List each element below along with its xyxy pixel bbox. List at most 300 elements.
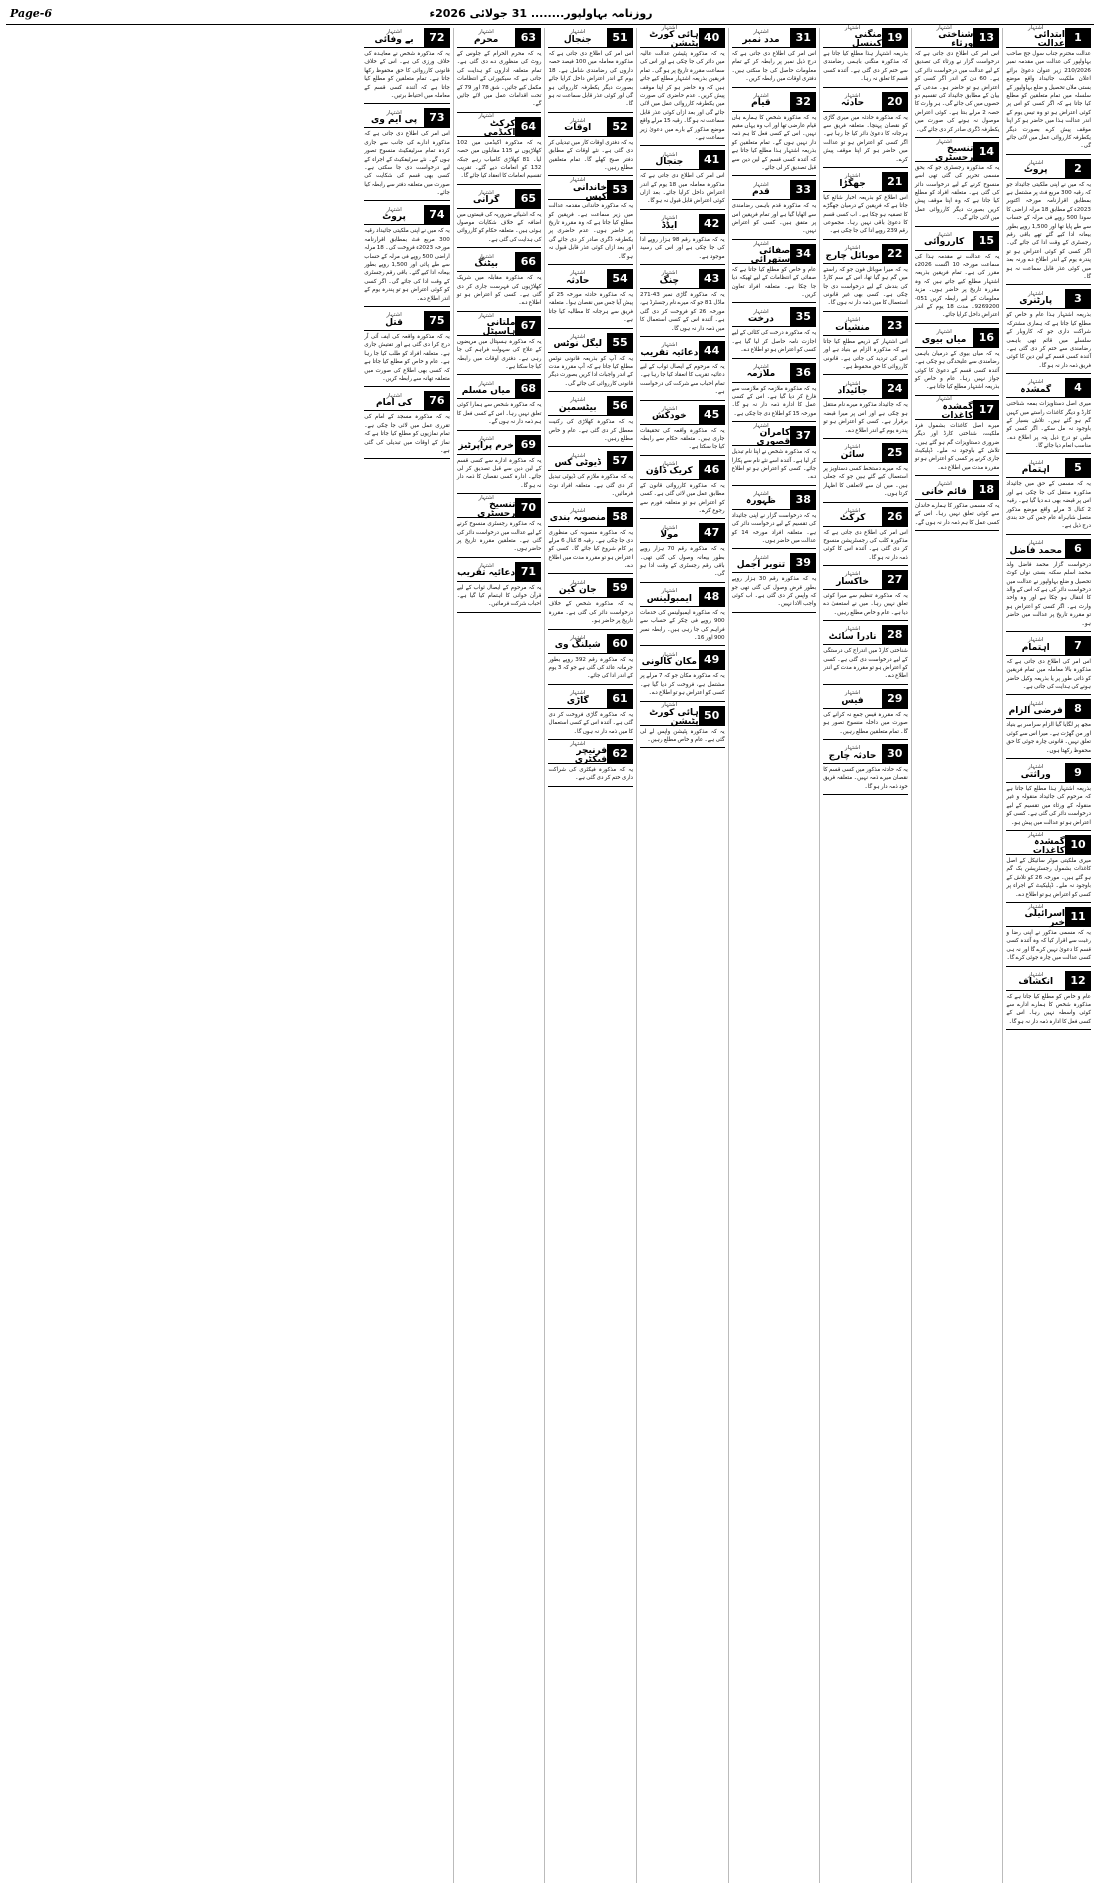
ad-entry <box>640 650 725 701</box>
ad-entry <box>1006 458 1091 534</box>
ad-separator <box>732 175 817 176</box>
ad-entry <box>1006 24 1091 155</box>
ad-entry-text: اس امر کی اطلاع دی جاتی ہے کہ درج ذیل نمبر پر رابطہ کر کے تمام معلومات حاصل کی جا سکتی ہیں۔ دفتری اوقات میں رابطہ کریں۔ <box>731 51 817 83</box>
ad-entry-header <box>457 494 542 520</box>
ad-entry-kind: اشتہار <box>936 231 952 238</box>
ad-entry-heading: خاکسار <box>836 576 869 587</box>
ad-entry-kind: اشتہار <box>661 460 678 467</box>
ad-entry-header <box>1006 539 1091 559</box>
ad-entry-number: 62 <box>607 744 633 763</box>
ad-entry-number: 47 <box>699 523 725 542</box>
ad-entry-header <box>364 391 450 411</box>
ad-entry-kind: اشتہار <box>753 490 769 497</box>
ad-entry-title-block <box>1006 763 1065 782</box>
ad-entry-title-block <box>1006 971 1065 990</box>
ad-entry-heading: خاندانی کیس <box>573 182 608 202</box>
ad-entry-number: 56 <box>607 396 633 415</box>
ad-entry <box>548 117 633 177</box>
ad-separator <box>915 226 1000 227</box>
ad-entry-text: یہ کہ محرم الحرام کے جلوس کے روٹ کی منظوری دے دی گئی ہے۔ تمام متعلقہ اداروں کو ہدایت کی جاتی ہے کہ سیکیورٹی کے انتظامات مکمل کیے جائیں۔ شق 78 اور 79 کے تحت اقدامات عمل میں لائے جائیں گے۔ <box>456 51 542 108</box>
ad-entry-title-block <box>640 269 699 288</box>
ad-entry-kind: اشتہار <box>478 253 494 260</box>
ad-entry-kind: اشتہار <box>661 524 678 531</box>
ad-entry-text: یہ کہ مذکورہ شخص سے ہمارا کوئی تعلق نہیں رہا۔ اس کے کسی فعل کا ہم ذمہ دار نہ ہوں گے۔ <box>456 402 542 426</box>
ad-entry-number: 12 <box>1065 971 1091 990</box>
ad-separator <box>1006 694 1091 695</box>
ad-entry-heading: دعائیہ تقریب <box>640 347 699 358</box>
ad-entry-title-block <box>457 562 516 581</box>
ad-entry-number: 52 <box>607 117 633 136</box>
ad-entry-title-block <box>548 396 607 415</box>
ad-entry-title-block <box>457 312 516 338</box>
ad-separator <box>640 209 725 210</box>
ad-entry-number: 76 <box>424 391 450 410</box>
ad-entry-header <box>548 507 633 527</box>
ad-entry <box>823 92 908 168</box>
ad-entry-text: یہ کہ مذکورہ رجسٹری جو کہ بحق مسمی تحریر کی گئی تھی اسے منسوخ کرنے کے لیے درخواست دائر کی گئی ہے۔ متعلقہ افراد کو مطلع کیا جاتا ہے کہ وہ اپنا موقف پیش کریں بصورت دیگر کارروائی عمل میں لائی جائے گی۔ <box>914 164 1000 222</box>
ad-separator <box>364 200 450 201</box>
ad-entry-header <box>640 269 725 289</box>
ad-separator <box>823 239 908 240</box>
ad-entry-number: 64 <box>515 117 541 136</box>
ad-entry-heading: صفائی ستھرائی <box>750 246 791 266</box>
ad-entry <box>548 28 633 113</box>
ad-separator <box>457 430 542 431</box>
ad-separator <box>732 421 817 422</box>
ad-entry-title-block <box>1006 289 1065 308</box>
ad-column <box>453 28 545 1883</box>
ad-entry-number: 17 <box>973 400 999 419</box>
ad-entry-text: یہ کہ مذکورہ خاندانی مقدمہ عدالت میں زیر سماعت ہے۔ فریقین کو مطلع کیا جاتا ہے کہ وہ مقررہ تاریخ پر حاضر ہوں۔ عدم حاضری پر یکطرفہ ڈگری صادر کر دی جائے گی اور بعد ازاں کوئی عذر قابل قبول نہ ہو گا۔ <box>548 203 634 260</box>
ad-entry-kind: اشتہار <box>753 554 769 561</box>
ad-separator <box>1006 631 1091 632</box>
ad-entry-number: 63 <box>515 28 541 47</box>
ad-entry-kind: اشتہار <box>478 380 494 387</box>
ad-entry-kind: اشتہار <box>844 745 861 752</box>
ad-entry-kind: اشتہار <box>386 206 402 213</box>
ad-entry-header <box>732 422 817 448</box>
ad-entry-heading: حادثہ <box>840 98 865 109</box>
ad-entry-header <box>915 138 1000 164</box>
ad-entry-title-block <box>732 307 791 326</box>
ad-entry-kind: اشتہار <box>478 562 494 569</box>
ad-separator <box>640 582 725 583</box>
ad-entry <box>548 689 633 740</box>
ad-separator <box>548 629 633 630</box>
ad-entry-number: 13 <box>973 28 999 47</box>
ad-column <box>728 28 820 1883</box>
ad-entry-kind: اشتہار <box>844 507 861 514</box>
ad-entry-title-block <box>732 28 791 47</box>
ad-separator <box>457 112 542 113</box>
ad-entry <box>823 244 908 312</box>
ad-entry-heading: محرم <box>474 34 499 45</box>
ad-separator <box>823 167 908 168</box>
ad-entry <box>640 150 725 210</box>
ad-entry-title-block <box>548 634 607 653</box>
ad-entry-kind: اشتہار <box>1028 540 1044 547</box>
ad-entry-number: 11 <box>1065 907 1091 926</box>
ad-entry <box>731 240 817 304</box>
ad-separator <box>823 739 908 740</box>
ad-separator <box>548 391 633 392</box>
ad-entry-text: یہ کہ مذکورہ تنظیم سے میرا کوئی تعلق نہیں رہا۔ میں نے استعفیٰ دے دیا ہے۔ عام و خاص مطلع رہیں۔ <box>823 593 908 616</box>
ad-entry-header <box>732 180 817 200</box>
ad-entry-heading: کرکٹ <box>839 513 866 524</box>
ad-entry-title-block <box>823 507 882 526</box>
ad-entry-kind: اشتہار <box>936 329 952 336</box>
ad-entry <box>640 341 725 401</box>
ad-entry-title-block <box>1006 903 1065 929</box>
ad-entry-kind: اشتہار <box>1028 459 1044 466</box>
ad-entry-header <box>457 312 542 338</box>
ad-separator <box>640 455 725 456</box>
ad-entry-kind: اشتہار <box>753 240 769 247</box>
ad-entry <box>456 113 542 185</box>
ad-entry-header <box>915 24 1000 50</box>
ad-entry-header <box>548 177 633 202</box>
ad-entry-heading: ہائی کورٹ پٹیشن <box>649 707 699 727</box>
ad-entry-title-block <box>915 328 974 347</box>
ad-entry-text: میری اصل دستاویزات بمعہ شناختی کارڈ و دیگر کاغذات راستے میں کہیں گم ہو گئے ہیں۔ تلاش بسیار کے باوجود نہ مل سکے۔ اگر کسی کو ملیں تو درج ذیل پتہ پر اطلاع دے۔ مناسب انعام دیا جائے گا۔ <box>1006 401 1091 450</box>
ad-entry-header <box>364 108 450 128</box>
ad-entry-header <box>457 562 542 582</box>
ad-entry-text: یہ کہ مرحوم کے ایصال ثواب کے لیے قرآن خوانی کا اہتمام کیا گیا ہے۔ احباب شرکت فرمائیں۔ <box>456 584 542 608</box>
ad-separator <box>548 502 633 503</box>
ad-entry-kind: اشتہار <box>844 173 861 180</box>
ad-entry-text: یہ کہ مذکورہ ایمبولینس کی خدمات 900 روپے فی چکر کے حساب سے فراہم کی جا رہی ہیں۔ رابطہ نمبر 900 اور 16۔ <box>640 609 725 642</box>
ad-entry-kind: اشتہار <box>570 690 586 697</box>
ad-entry-kind: اشتہار <box>1028 290 1044 297</box>
ad-separator <box>732 485 817 486</box>
ad-entry <box>548 269 633 329</box>
ad-entry <box>823 172 908 240</box>
ad-entry-title-block <box>732 363 791 382</box>
ad-entry <box>548 177 634 265</box>
ad-entry-heading: فرنیچر فیکٹری <box>574 746 608 766</box>
ad-entry-kind: اشتہار <box>844 92 861 99</box>
ad-entry-text: میری ملکیتی موٹر سائیکل کے اصل کاغذات بشمول رجسٹریشن بک گم ہو گئے ہیں۔ مورخہ 26 کو تلاش کے باوجود نہ ملے۔ ڈپلیکیٹ کے اجراء پر کسی کو اعتراض ہو تو اطلاع دے۔ <box>1006 858 1091 898</box>
ad-entry-title-block <box>1006 831 1065 857</box>
ad-entry <box>640 587 725 647</box>
ad-entry-number: 21 <box>882 172 908 191</box>
ad-entry-header <box>823 316 908 336</box>
ad-entry-header <box>823 379 908 399</box>
ad-column <box>819 24 911 1883</box>
ad-entry-heading: اہتمام <box>1021 465 1050 476</box>
ad-entry-heading: درخت <box>748 314 774 325</box>
ad-entry-title-block <box>732 490 791 509</box>
ad-entry-number: 9 <box>1065 763 1091 782</box>
ad-entry-number: 6 <box>1065 539 1091 558</box>
ad-entry-heading: فیس <box>841 695 864 706</box>
ad-separator <box>1006 453 1091 454</box>
ad-entry-title-block <box>732 553 791 572</box>
ad-entry <box>1006 763 1091 831</box>
ad-entry-heading: خرم پراپرٹیز <box>458 441 514 452</box>
ad-entry-title-block <box>640 214 699 233</box>
ad-entry <box>640 702 725 749</box>
ad-entry-title-block <box>915 480 974 499</box>
ad-entry-text: یہ کہ مذکورہ گاڑی نمبر 43-271 ماڈل 81 جو کہ میرے نام رجسٹرڈ ہے، مورخہ 26 کو فروخت کر دی گئی ہے۔ آئندہ اس کے کسی استعمال کا میں ذمہ دار نہ ہوں گا۔ <box>640 292 725 332</box>
ad-entry-kind: اشتہار <box>753 92 769 99</box>
ad-entry-header <box>1006 699 1091 719</box>
ad-separator <box>823 374 908 375</box>
ad-entry-text: یہ کہ مذکورہ کھلاڑی کی رکنیت معطل کر دی گئی ہے۔ عام و خاص مطلع رہیں۔ <box>548 419 634 442</box>
ad-entry-text: یہ کہ میں نے اپنی ملکیتی جائیداد جو کہ رقبہ 300 مربع فٹ پر مشتمل ہے بمطابق اقرارنامہ مورخہ اکتوبر 2023ء کے مطابق 18 مرلہ اراضی کا سودا 500 روپے فی مرلہ کے حساب سے طے پایا تھا اور 1,500 روپے بطور بیعانہ ادا کیے گئے تھے باقی رقم رجسٹری کے وقت ادا کی جائے گی۔ اگر کسی کو کوئی اعتراض ہو تو پندرہ یوم کے اندر اطلاع دے ورنہ بعد میں کوئی عذر قابل سماعت نہ ہو گا۔ <box>1006 181 1092 280</box>
ad-entry-text: یہ کہ مسمی مذکور نے اپنی رضا و رغبت سے اقرار کیا کہ وہ آئندہ کسی قسم کا دعویٰ نہیں کرے گا اور نہ ہی کسی عدالت میں چارہ جوئی کرے گا۔ <box>1006 929 1091 962</box>
ad-entry-number: 28 <box>882 625 908 644</box>
ad-entry-kind: اشتہار <box>386 392 402 399</box>
ad-entry-text: یہ کہ مذکورہ منصوبہ کی منظوری دی جا چکی ہے۔ رقبہ 8 کنال 6 مرلے پر کام شروع کیا جائے گا۔ کسی کو اعتراض ہو تو مقررہ مدت میں اطلاع دے۔ <box>548 529 634 570</box>
ad-entry-header <box>640 650 725 670</box>
ad-entry-title-block <box>548 333 607 352</box>
ad-entry <box>823 689 908 740</box>
ad-entry-header <box>915 231 1000 251</box>
ad-separator <box>823 620 908 621</box>
ad-entry-heading: حادثہ <box>566 275 590 286</box>
ad-entry <box>640 460 725 520</box>
ad-entry-header <box>640 523 725 543</box>
ad-entry-kind: اشتہار <box>478 29 494 36</box>
ad-entry-number: 66 <box>515 252 541 271</box>
ad-entry-header <box>823 443 908 463</box>
ad-entry-heading: کرکٹ اکیڈمی <box>483 118 516 138</box>
ad-entry-header <box>364 28 450 48</box>
ad-separator <box>1006 373 1091 374</box>
ad-entry <box>1006 699 1091 759</box>
ad-entry-header <box>640 150 725 170</box>
ad-entry-heading: جان کین <box>558 585 597 596</box>
ad-entry-heading: قائم خانی <box>921 486 967 497</box>
ad-entry-kind: اشتہار <box>1028 971 1044 978</box>
ad-entry-header <box>1006 378 1091 398</box>
ad-entry-heading: تنسیخ رجسٹری <box>935 144 974 164</box>
ad-entry-text: یہ کہ عدالت نے مقدمہ ہذا کی سماعت مورخہ 10 اگست 2026ء مقرر کی ہے۔ تمام فریقین بذریعہ اشتہار مطلع کیے جاتے ہیں کہ وہ مقررہ تاریخ پر حاضر ہوں۔ مزید معلومات کے لیے رابطہ کریں 051-9269200۔ مدت 18 یوم کے اندر اعتراض داخل کرایا جائے۔ <box>914 253 1000 319</box>
ad-entry <box>823 24 908 88</box>
ad-entry <box>457 189 542 249</box>
ad-entry-header <box>548 269 633 289</box>
ad-entry-number: 27 <box>882 570 908 589</box>
ad-entry-text: یہ کہ مذکورہ شخص کا ہمارے ہاں قیام عارضی تھا اور اب وہ یہاں مقیم نہیں۔ اس کے کسی فعل کا ہم ذمہ دار نہیں ہوں گے۔ تمام متعلقین کو بذریعہ اشتہار ہذا مطلع کیا جاتا ہے کہ آئندہ کسی قسم کے لین دین سے قبل تصدیق کر لی جائے۔ <box>731 114 817 171</box>
ad-entry-heading: شیلنگ وی <box>554 640 601 651</box>
ad-entry-heading: شناختی ورثاء <box>938 30 974 50</box>
ad-entry <box>364 108 450 201</box>
ad-entry-title-block <box>548 740 608 766</box>
ad-separator <box>1006 902 1091 903</box>
ad-entry-text: یہ کہ مسمی کے حق میں جائیداد مذکورہ منتقل کی جا چکی ہے اور اس پر قبضہ بھی دے دیا گیا ہے۔ رقبہ 2 کنال 3 مرلے واقع موضع مذکور متصل شاہراہ عام جس کی حد بندی درج ذیل ہے۔ <box>1006 481 1091 530</box>
ad-entry <box>456 494 542 558</box>
ad-entry-title-block <box>823 172 882 191</box>
ad-entry-text: یہ کہ دفتری اوقات کار میں تبدیلی کر دی گئی ہے۔ نئے اوقات کے مطابق دفتر صبح کھلے گا۔ تمام متعلقین مطلع رہیں۔ <box>548 139 634 171</box>
ad-entry-heading: کریک ڈاؤن <box>645 466 693 477</box>
ad-entry-number: 33 <box>790 180 816 199</box>
ad-entry <box>732 363 817 423</box>
ad-entry-heading: گرانی <box>472 195 500 206</box>
ad-separator <box>732 87 817 88</box>
ad-entry-kind: اشتہار <box>570 397 586 404</box>
ad-entry-kind: اشتہار <box>661 405 678 412</box>
ad-entry-number: 37 <box>790 426 816 445</box>
ad-entry-heading: تنسیخ رجسٹری <box>477 500 516 520</box>
ad-entry-title-block <box>548 117 607 136</box>
ad-entry-header <box>548 689 633 709</box>
ad-entry-title-block <box>457 494 516 520</box>
ad-entry <box>1006 289 1091 374</box>
ad-entry-text: یہ کہ مذکورہ گاڑی فروخت کر دی گئی ہے۔ آئندہ اس کے کسی استعمال کا میں ذمہ دار نہ ہوں گا۔ <box>548 711 634 735</box>
ad-entry-text: یہ کہ مذکورہ حادثہ مورخہ 25 کو پیش آیا جس میں نقصان ہوا۔ متعلقہ فریق سے ہرجانہ کا مطالبہ کیا جاتا ہے۔ <box>548 292 634 324</box>
ad-entry-number: 31 <box>790 28 816 47</box>
ad-entry-number: 32 <box>790 92 816 111</box>
ad-entry-header <box>915 480 1000 500</box>
ad-entry <box>823 625 908 685</box>
ad-entry-title-block <box>823 316 882 335</box>
ad-separator <box>640 264 725 265</box>
ad-separator <box>823 438 908 439</box>
ad-entry-kind: اشتہار <box>570 452 586 459</box>
ad-entry-heading: گمشدہ کاغذات <box>941 401 974 421</box>
ad-entry <box>548 634 633 685</box>
ad-entry <box>915 480 1000 531</box>
ad-separator <box>823 684 908 685</box>
ad-separator <box>1006 284 1091 285</box>
ad-entry-heading: مولا <box>660 530 679 541</box>
ad-entry-kind: اشتہار <box>661 702 678 709</box>
ad-entry-number: 44 <box>699 341 725 360</box>
ad-separator <box>548 786 633 787</box>
ad-entry <box>457 252 542 312</box>
ad-entry-text: اس امر کی اطلاع دی جاتی ہے کہ مذکورہ کلب کی رجسٹریشن منسوخ کر دی گئی ہے۔ آئندہ اس کا کوئی ذمہ دار نہ ہو گا۔ <box>823 529 908 561</box>
ad-entry-text: یہ کہ درخواست گزار نے اپنی جائیداد کی تقسیم کے لیے درخواست دائر کی ہے۔ متعلقہ افراد مورخہ 14 کو عدالت میں حاضر ہوں۔ <box>731 512 817 544</box>
ad-entry-header <box>1006 831 1091 857</box>
ad-separator <box>457 184 542 185</box>
ad-entry-header <box>640 702 725 727</box>
ad-entry-title-block <box>1006 539 1065 558</box>
ad-entry-header <box>640 405 725 425</box>
ad-entry-heading: جنجال <box>655 157 684 168</box>
ad-entry-header <box>732 92 817 112</box>
ad-entry-number: 75 <box>424 311 450 330</box>
ad-entry-heading: منگنی کینسل <box>852 30 882 50</box>
ad-entry <box>457 28 542 113</box>
ad-entry <box>364 391 450 459</box>
ad-entry-title-block <box>640 341 699 360</box>
ad-entry <box>1006 971 1091 1031</box>
ad-entry-header <box>1006 289 1091 309</box>
ad-entry-text: اس امر کی اطلاع دی جاتی ہے کہ مذکورہ ادارے کی جانب سے جاری کردہ تمام سرٹیفکیٹ منسوخ تصور ہوں گے۔ نئے سرٹیفکیٹ کے اجراء کے لیے درخواست دی جا سکتی ہے۔ کسی بھی قسم کی شکایت کی صورت میں متعلقہ دفتر سے رابطہ کیا جائے۔ <box>364 131 450 197</box>
ad-entry-text: اس امر کی اطلاع دی جاتی ہے کہ درخواست گزار نے ورثاء کی تصدیق کے لیے عدالت میں درخواست دائر کی ہے۔ 60 دن کے اندر اگر کسی کو اعتراض ہو تو حاضر ہو۔ مدعی کے بیان کے مطابق جائیداد کی تقسیم دو حصوں میں کی جائے گی۔ ہر وارث کا حصہ 2 مرلے بنتا ہے۔ کوئی اعتراض موصول نہ ہونے کی صورت میں یکطرفہ ڈگری صادر کر دی جائے گی۔ <box>914 51 1000 133</box>
ad-entry <box>915 231 1000 324</box>
ad-entry-heading: جنجال <box>563 34 592 45</box>
ad-entry <box>640 269 725 337</box>
ad-entry-text: بذریعہ اشتہار ہذا مطلع کیا جاتا ہے کہ مرحوم کی جائیداد منقولہ و غیر منقولہ کے ورثاء میں تقسیم کے لیے درخواست دائر کی گئی ہے۔ کسی کو اعتراض ہو تو عدالت میں پیش ہو۔ <box>1006 786 1091 826</box>
ad-entry-number: 3 <box>1065 289 1091 308</box>
ad-entry-kind: اشتہار <box>1028 637 1044 644</box>
ad-separator <box>1006 966 1091 967</box>
ad-entry-number: 38 <box>790 490 816 509</box>
ad-entry-header <box>732 28 817 48</box>
ad-entry-title-block <box>823 379 882 398</box>
ad-entry-title-block <box>1006 636 1065 655</box>
ad-entry-title-block <box>457 113 516 138</box>
ad-entry-title-block <box>732 422 791 448</box>
ad-entry-heading: خودکش <box>651 411 687 422</box>
ad-entry-text: یہ کہ میرے دستخط کسی دستاویز پر استعمال کیے گئے ہیں جو کہ جعلی ہیں۔ میں ان سے لاتعلقی کا اظہار کرتا ہوں۔ <box>823 465 908 498</box>
ad-separator <box>457 493 542 494</box>
ad-entry-number: 69 <box>515 435 541 454</box>
ad-entry-heading: حادثہ چارج <box>828 750 877 761</box>
ad-entry-number: 14 <box>973 142 999 161</box>
ad-separator <box>548 446 633 447</box>
ad-entry-number: 5 <box>1065 458 1091 477</box>
ad-entry-text: یہ کہ مذکورہ ادارے سے کسی قسم کے لین دین سے قبل تصدیق کر لی جائے۔ ادارہ کسی نقصان کا ذمہ دار نہ ہو گا۔ <box>456 457 542 489</box>
ad-entry-header <box>915 328 1000 348</box>
ad-entry-heading: چنگ <box>659 275 680 286</box>
ad-entry-text: یہ کہ مذکورہ مسجد کے امام کی تقرری عمل میں لائی جا چکی ہے۔ تمام نمازیوں کو مطلع کیا جاتا ہے کہ نماز کے اوقات میں تبدیلی کی گئی ہے۔ <box>364 414 450 454</box>
ad-entry-title-block <box>640 405 699 424</box>
ad-entry-kind: اشتہار <box>936 396 952 403</box>
ad-column <box>911 24 1003 1883</box>
ad-entry-heading: سائن <box>840 449 865 460</box>
ad-entry-title-block <box>823 570 882 589</box>
ad-entry-number: 42 <box>699 214 725 233</box>
ad-entry-title-block <box>364 391 424 410</box>
ad-entry-number: 4 <box>1065 378 1091 397</box>
ad-entry-heading: موبائل چارج <box>825 250 880 261</box>
ad-entry-text: اس امر کی اطلاع دی جاتی ہے کہ مذکورہ معاملہ میں 100 فیصد حصہ داروں کی رضامندی شامل ہے۔ 18 یوم کے اندر اعتراض داخل کرایا جائے بصورت دیگر یکطرفہ کارروائی ہو گی اور کوئی عذر قابل سماعت نہ ہو گا۔ <box>548 51 634 108</box>
ad-separator <box>548 684 633 685</box>
ad-entry-header <box>1006 458 1091 478</box>
ad-entry <box>548 578 633 629</box>
ad-entry-text: یہ کہ مذکورہ رقم 98 ہزار روپے ادا کی جا چکی ہے اور اس کی رسید موجود ہے۔ <box>640 236 725 260</box>
ad-entry-kind: اشتہار <box>386 109 402 116</box>
ad-entry-text: اس اطلاع کو بذریعہ اخبار شائع کیا جاتا ہے کہ فریقین کے درمیان جھگڑے کا تصفیہ ہو چکا ہے۔ اب کسی قسم کا دعویٰ باقی نہیں رہا۔ مجموعی رقم 239 روپے ادا کی جا چکی ہے۔ <box>823 194 908 235</box>
ad-entry-number: 15 <box>973 231 999 250</box>
paper-title: روزنامہ بہاولپور........ 31 جولائی 2026ء <box>429 6 653 20</box>
ad-entry-number: 65 <box>515 189 541 208</box>
ad-separator <box>548 264 633 265</box>
ad-entry-number: 60 <box>607 634 633 653</box>
ad-entry-heading: گاڑی <box>566 695 589 706</box>
ad-separator <box>364 458 450 459</box>
ad-entry-heading: کی امام <box>376 398 413 409</box>
ad-entry <box>364 28 450 104</box>
ad-entry-header <box>823 507 908 527</box>
ad-entry-text: اس امر کی اطلاع دی جاتی ہے کہ مذکورہ معاملہ میں 18 یوم کے اندر اعتراض داخل کرایا جائے۔ بعد ازاں کوئی اعتراض قابل قبول نہ ہو گا۔ <box>640 173 725 205</box>
ad-entry-number: 71 <box>515 562 541 581</box>
ad-entry-header <box>1006 903 1091 929</box>
ad-entry <box>548 740 634 787</box>
ad-entry-title-block <box>640 24 699 50</box>
ad-entry-title-block <box>364 28 424 47</box>
ad-entry-text: یہ کہ میاں بیوی کے درمیان باہمی رضامندی سے علیحدگی ہو چکی ہے۔ آئندہ کسی قسم کے دعویٰ کا کوئی جواز نہیں رہا۔ عام و خاص کو بذریعہ اشتہار مطلع کیا جاتا ہے۔ <box>914 350 1000 391</box>
ad-separator <box>457 374 542 375</box>
ad-entry-heading: پارٹنری <box>1019 296 1053 307</box>
ad-entry-text: عام و خاص کو مطلع کیا جاتا ہے کہ مذکورہ شخص کا ہمارے ادارے سے کوئی واسطہ نہیں رہا۔ اس کے کسی فعل کا ادارہ ذمہ دار نہ ہو گا۔ <box>1006 993 1091 1025</box>
ad-entry-title-block <box>823 443 882 462</box>
ad-entry-kind: اشتہار <box>753 308 769 315</box>
ad-entry-number: 41 <box>699 150 725 169</box>
ad-entry-kind: اشتہار <box>1028 379 1044 386</box>
ad-entry-title-block <box>1006 159 1065 178</box>
ad-entry-kind: اشتہار <box>570 177 586 184</box>
ad-entry-kind: اشتہار <box>386 29 402 36</box>
ad-entry-number: 20 <box>882 92 908 111</box>
ad-separator <box>548 573 633 574</box>
ad-entry-number: 48 <box>699 587 725 606</box>
ad-entry-header <box>364 205 450 225</box>
ad-entry-title-block <box>548 177 608 202</box>
